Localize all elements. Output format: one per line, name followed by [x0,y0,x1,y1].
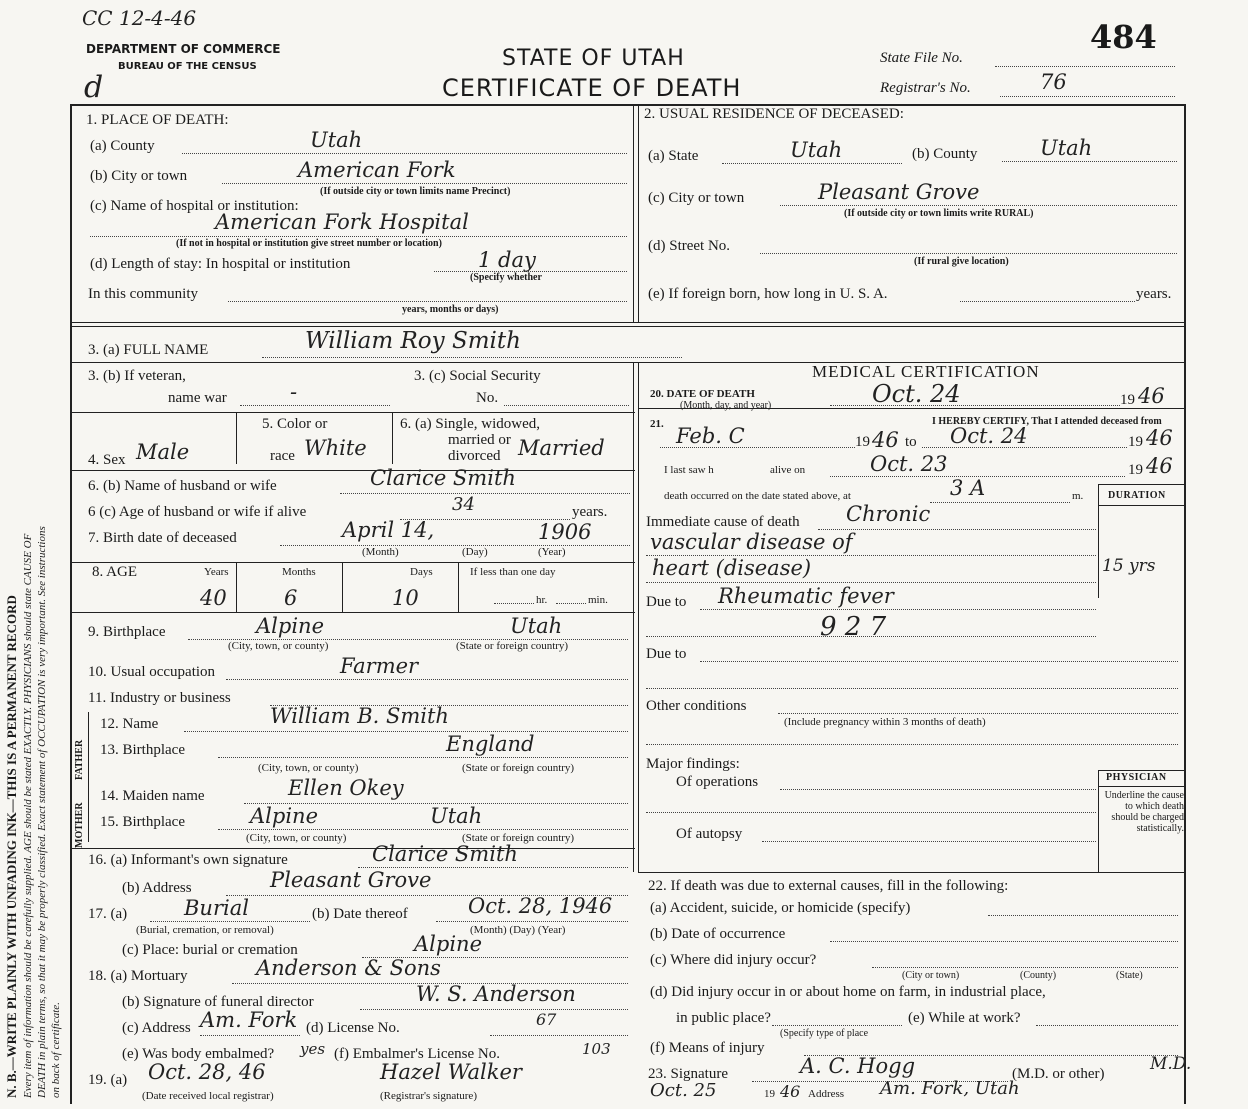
full-name-label: 3. (a) FULL NAME [88,342,209,358]
ymd-note: years, months or days) [402,304,499,315]
registrar-signature: Hazel Walker [380,1060,522,1084]
margin-instruction-3: DEATH in plain terms, so that it may be properly classified. Exact statement of OCCUPATION is very important. See instructions [36,526,48,1098]
md-or-other-label: (M.D. or other) [1012,1066,1105,1082]
due-to-1-label: Due to [646,594,687,610]
state-title: STATE OF UTAH [502,46,685,71]
embalmed-value: yes [300,1040,326,1058]
occurrence-date-label: (b) Date of occurrence [650,926,786,942]
single-label: 6. (a) Single, widowed, [400,416,540,432]
last-saw-date: Oct. 23 [870,452,948,476]
community-label: In this community [88,286,198,302]
mother-birthplace-city: Alpine [250,804,318,828]
age-days: 10 [392,586,419,610]
sig-year-prefix: 19 [764,1088,775,1100]
hr-label: hr. [536,594,548,606]
lastsaw-year-prefix: 19 [1128,462,1143,478]
mother-vertical-label: MOTHER [74,802,85,848]
birth-date-label: 7. Birth date of deceased [88,530,237,546]
length-of-stay: 1 day [478,248,536,272]
age-days-label: Days [410,566,433,578]
duration-header: DURATION [1108,490,1166,501]
immediate-cause-2: vascular disease of [650,530,853,554]
war-value: - [290,380,298,404]
father-vertical-label: FATHER [74,739,85,780]
res-state: Utah [790,138,843,162]
city-note: (If outside city or town limits name Precinct) [320,186,511,197]
birthplace-state: Utah [510,614,563,638]
industry-label: 11. Industry or business [88,690,231,706]
lastsaw-year: 46 [1146,454,1173,478]
embalmed-label: (e) Was body embalmed? [122,1046,275,1062]
street-label: (d) Street No. [648,238,731,254]
mortuary-label: 18. (a) Mortuary [88,968,188,984]
state-file-label: State File No. [880,50,963,66]
informant-signature: Clarice Smith [372,842,518,866]
mother-state-note: (State or foreign country) [462,832,575,844]
due-to-1: Rheumatic fever [718,584,894,608]
hospital-label: (c) Name of hospital or institution: [90,198,299,214]
spouse-age: 34 [452,494,475,515]
state-country-note: (State or foreign country) [456,640,569,652]
year-note: (Year) [538,546,566,558]
signature-year: 46 [780,1082,801,1101]
certificate-number: 484 [1090,18,1157,56]
attended-to: Oct. 24 [950,424,1028,448]
immediate-cause-label: Immediate cause of death [646,514,800,530]
state-note: (State) [1116,970,1143,981]
mortuary-address-label: (c) Address [122,1020,191,1036]
from-year: 46 [872,428,899,452]
spouse-age-label: 6 (c) Age of husband or wife if alive [88,504,307,520]
city-label: (b) City or town [90,168,188,184]
certify-statement: I HEREBY CERTIFY, That I attended deceased from [932,416,1162,427]
stay-label: (d) Length of stay: In hospital or institution [90,256,351,272]
birthplace-city: Alpine [256,614,324,638]
accident-label: (a) Accident, suicide, or homicide (specify) [650,900,911,916]
divorced-label: divorced [448,448,501,464]
mortuary-address: Am. Fork [200,1008,298,1032]
dod-year: 46 [1138,384,1165,408]
father-name: William B. Smith [270,704,449,728]
signature-date: Oct. 25 [650,1080,717,1101]
burial-mdy-note: (Month) (Day) (Year) [470,924,566,936]
father-name-label: 12. Name [100,716,159,732]
hospital-name: American Fork Hospital [215,210,469,234]
years-label: years. [1136,286,1172,302]
certificate-title: CERTIFICATE OF DEATH [442,74,742,102]
attended-from: Feb. C [676,424,745,448]
street-note: (If rural give location) [914,256,1009,267]
county-label: (a) County [90,138,155,154]
registrars-no: 76 [1040,70,1067,94]
burial-date-label: (b) Date thereof [312,906,408,922]
address-label: (b) Address [122,880,192,896]
time-of-death: 3 A [950,476,986,500]
race-value: White [304,436,367,460]
day-note: (Day) [462,546,488,558]
signature-label: 23. Signature [648,1066,728,1082]
res-state-label: (a) State [648,148,699,164]
immediate-cause-1: Chronic [846,502,931,526]
external-causes-heading: 22. If death was due to external causes, fill in the following: [648,878,1009,894]
spouse-label: 6. (b) Name of husband or wife [88,478,277,494]
county-note: (County) [1020,970,1057,981]
place-of-death-heading: 1. PLACE OF DEATH: [86,112,229,128]
burial-place-label: (c) Place: burial or cremation [122,942,298,958]
due-to-2-label: Due to [646,646,687,662]
dod-note: (Month, day, and year) [680,400,772,411]
hospital-note: (If not in hospital or institution give street number or location) [176,238,442,249]
ssn-label: 3. (c) Social Security [414,368,541,384]
father-city-note: (City, town, or county) [258,762,359,774]
from-year-prefix: 19 [855,434,870,450]
city-county-note: (City, town, or county) [228,640,329,652]
mother-city-note: (City, town, or county) [246,832,347,844]
alive-on-label: alive on [770,464,806,476]
received-note: (Date received local registrar) [142,1090,274,1102]
registrars-no-label: Registrar's No. [880,80,971,96]
less-than-day-label: If less than one day [470,566,556,578]
to-label: to [905,434,917,450]
birth-month-day: April 14, [342,518,435,542]
month-note: (Month) [362,546,399,558]
margin-instruction-4: on back of certificate. [50,1002,62,1098]
city-town-note: (City or town) [902,970,960,981]
registrar-sig-note: (Registrar's signature) [380,1090,477,1102]
veteran-label: 3. (b) If veteran, [88,368,186,384]
married-label: married or [448,432,511,448]
pregnancy-note: (Include pregnancy within 3 months of death) [784,716,986,728]
date-received: Oct. 28, 46 [148,1060,266,1084]
md-value: M.D. [1150,1054,1192,1074]
res-city-note: (If outside city or town limits write RURAL) [844,208,1034,219]
operations-label: Of operations [676,774,759,790]
means-of-injury-label: (f) Means of injury [650,1040,765,1056]
physician-address: Am. Fork, Utah [880,1078,1020,1099]
dod-label: 20. DATE OF DEATH [650,388,755,400]
informant-address: Pleasant Grove [270,868,432,892]
embalmer-license-label: (f) Embalmer's License No. [334,1046,500,1062]
burial-place: Alpine [414,932,482,956]
full-name: William Roy Smith [305,328,521,354]
received-label: 19. (a) [88,1072,128,1088]
sex-value: Male [136,440,190,464]
marital-status: Married [518,436,605,460]
to-year: 46 [1146,426,1173,450]
age-years: 40 [200,586,227,610]
department-label: DEPARTMENT OF COMMERCE [86,42,281,56]
father-state-note: (State or foreign country) [462,762,575,774]
death-city: American Fork [298,158,456,182]
res-city-label: (c) City or town [648,190,745,206]
burial-label: 17. (a) [88,906,128,922]
physician-box-header: PHYSICIAN [1106,772,1167,783]
disposition: Burial [184,896,249,920]
underline-instruction: Underline the cause to which death should be charged statistically. [1104,790,1184,834]
certify-number: 21. [650,418,664,430]
home-farm-label: (d) Did injury occur in or about home on farm, in industrial place, [650,984,1046,1000]
age-years-label: Years [204,566,229,578]
bureau-label: BUREAU OF THE CENSUS [118,61,257,72]
time-m-label: m. [1072,490,1084,502]
duration-1: 15 yrs [1102,556,1156,576]
embalmer-license: 103 [582,1040,611,1058]
margin-instruction-2: Every item of information should be carefully supplied. AGE should be stated EXACTLY. PHYSICIANS should state CAUSE OF [22,533,34,1098]
medical-certification-heading: MEDICAL CERTIFICATION [812,362,1040,381]
director-label: (b) Signature of funeral director [122,994,314,1010]
sex-label: 4. Sex [88,452,126,468]
occupation: Farmer [340,654,419,678]
immediate-cause-3: heart (disease) [652,556,812,580]
due-to-1-code: 9 2 7 [820,612,887,642]
age-months: 6 [284,586,298,610]
foreign-born-label: (e) If foreign born, how long in U. S. A. [648,286,888,302]
license-number: 67 [536,1010,557,1029]
specify-note: (Specify whether [470,272,542,283]
major-findings-label: Major findings: [646,756,740,772]
ssn-no-label: No. [476,390,499,406]
last-saw-label: I last saw h [664,464,714,476]
to-year-prefix: 19 [1128,434,1143,450]
date-of-death: Oct. 24 [872,380,961,408]
race-label: race [270,448,295,464]
residence-heading: 2. USUAL RESIDENCE OF DECEASED: [644,106,904,122]
physician-signature: A. C. Hogg [800,1054,916,1078]
age-label: 8. AGE [92,564,137,580]
res-county-label: (b) County [912,146,978,162]
res-city: Pleasant Grove [818,180,980,204]
mother-birthplace-state: Utah [430,804,483,828]
public-place-label: in public place? [676,1010,771,1026]
license-label: (d) License No. [306,1020,400,1036]
burial-note: (Burial, cremation, or removal) [136,924,274,936]
min-label: min. [588,594,608,606]
injury-where-label: (c) Where did injury occur? [650,952,817,968]
margin-instruction-main: N. B.—WRITE PLAINLY WITH UNFADING INK—THIS IS A PERMANENT RECORD [4,595,19,1098]
death-county: Utah [310,128,363,152]
occupation-label: 10. Usual occupation [88,664,216,680]
mortuary: Anderson & Sons [256,956,441,980]
corner-note: CC 12-4-46 [82,6,197,30]
specify-place-note: (Specify type of place [780,1028,869,1039]
age-months-label: Months [282,566,316,578]
father-birthplace-label: 13. Birthplace [100,742,185,758]
burial-date: Oct. 28, 1946 [468,894,613,918]
spouse-name: Clarice Smith [370,466,516,490]
birthplace-label: 9. Birthplace [88,624,166,640]
informant-label: 16. (a) Informant's own signature [88,852,288,868]
mother-maiden-name: Ellen Okey [288,776,404,800]
physician-address-label: Address [808,1088,845,1100]
mother-birthplace-label: 15. Birthplace [100,814,185,830]
autopsy-label: Of autopsy [676,826,743,842]
funeral-director-signature: W. S. Anderson [416,982,576,1006]
occurred-label: death occurred on the date stated above, at [664,490,851,502]
mother-name-label: 14. Maiden name [100,788,205,804]
res-county: Utah [1040,136,1093,160]
color-label: 5. Color or [262,416,328,432]
spouse-years-label: years. [572,504,608,520]
other-conditions-label: Other conditions [646,698,747,714]
war-label: name war [168,390,227,406]
corner-letter: d [84,70,104,105]
while-at-work-label: (e) While at work? [908,1010,1021,1026]
dod-year-prefix: 19 [1120,392,1135,408]
birth-year: 1906 [538,520,592,544]
father-birthplace: England [446,732,535,756]
